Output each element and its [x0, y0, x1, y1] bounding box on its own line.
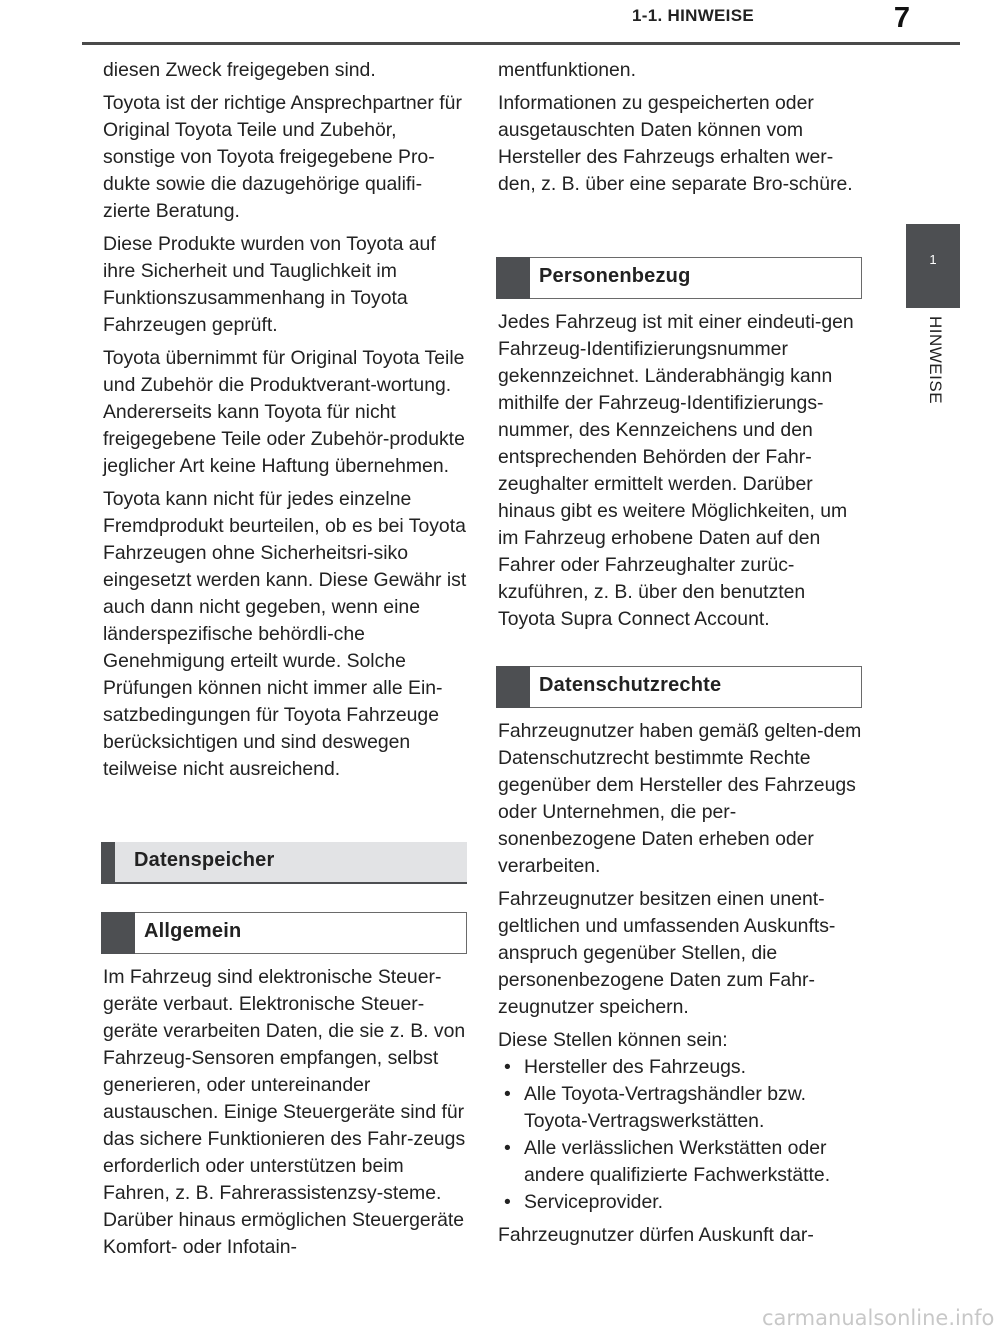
paragraph: Informationen zu gespeicherten oder ausgetauschten Daten können vom Hersteller des Fahrzeugs erhalten wer-den, z. B. über eine separate Bro-schüre. — [498, 92, 853, 195]
right-column-personenbezug — [498, 309, 862, 639]
paragraph: Toyota kann nicht für jedes einzelne Fremdprodukt beurteilen, ob es bei Toyota Fahrzeugen ohne Sicherheitsri-siko eingesetzt werden kann. Diese Gewähr ist auch dann nicht gegeben, wenn eine länderspezifische behördli-che Genehmigung erteilt wurde. Solche Prüfungen können nicht immer alle Ein-satzbedingungen für Toyota Fahrzeuge berücksichtigen und sind deswegen teilweise nicht ausreichend. — [103, 488, 467, 780]
subheading-datenschutzrechte — [496, 666, 862, 708]
section-heading-datenspeicher — [101, 842, 467, 884]
list-item: • Serviceprovider. — [498, 1189, 862, 1216]
chapter-tab-label: HINWEISE — [926, 315, 945, 405]
list-item: • Hersteller des Fahrzeugs. — [498, 1054, 862, 1081]
list-item: • Alle verlässlichen Werkstätten oder andere qualifizierte Fachwerkstätte. — [498, 1135, 862, 1189]
watermark: carmanualsonline.info — [762, 1306, 994, 1330]
paragraph: Jedes Fahrzeug ist mit einer eindeuti-gen Fahrzeug-Identifizierungsnummer gekennzeichnet. Länderabhängig kann mithilfe der Fahrzeug-Identifizierungs-nummer, des Kennzeichens und den entsprechenden Behörden der Fahr-zeughalter ermittelt werden. Darüber hinaus gibt es weitere Möglichkeiten, um im Fahrzeug erhobene Daten auf den Fahrer oder Fahrzeughalter zurüc-kzuführen, z. B. über den benutzten Toyota Supra Connect Account. — [498, 311, 854, 630]
subheading-allgemein — [101, 912, 467, 954]
right-column-top — [498, 57, 862, 204]
subheading-marker — [496, 257, 530, 299]
paragraph: mentfunktionen. — [498, 59, 636, 81]
paragraph: Toyota ist der richtige Ansprechpartner für Original Toyota Teile und Zubehör, sonstige von Toyota freigegebene Pro-dukte sowie die dazugehörige qualifi-zierte Beratung. — [103, 92, 462, 222]
section-heading-marker — [101, 842, 115, 882]
subheading-marker — [101, 912, 135, 954]
header-divider — [82, 42, 960, 45]
paragraph: diesen Zweck freigegeben sind. — [103, 59, 376, 81]
paragraph: Diese Stellen können sein: — [498, 1029, 728, 1051]
subheading-marker — [496, 666, 530, 708]
page-number: 7 — [893, 2, 911, 34]
paragraph: Toyota übernimmt für Original Toyota Teile und Zubehör die Produktverant-wortung. Andererseits kann Toyota für nicht freigegebene Teile oder Zubehör-produkte jeglicher Art keine Haftung übernehmen. — [103, 347, 465, 477]
section-title: 1-1. HINWEISE — [632, 6, 754, 25]
chapter-tab-number: 1 — [929, 252, 937, 267]
paragraph: Diese Produkte wurden von Toyota auf ihre Sicherheit und Tauglichkeit im Funktionszusammenhang in Toyota Fahrzeugen geprüft. — [103, 233, 436, 336]
paragraph: Fahrzeugnutzer haben gemäß gelten-dem Datenschutzrecht bestimmte Rechte gegenüber dem Hersteller des Fahrzeugs oder Unternehmen, die per-sonenbezogene Daten erheben oder verarbeiten. — [498, 720, 862, 877]
section-heading-text: Datenspeicher — [134, 849, 275, 871]
subheading-text: Personenbezug — [539, 265, 691, 287]
left-column-bottom — [103, 964, 467, 1267]
subheading-text: Datenschutzrechte — [539, 674, 722, 696]
subheading-text: Allgemein — [144, 920, 242, 942]
bullet-list — [498, 1054, 862, 1216]
paragraph: Fahrzeugnutzer besitzen einen unent-geltlichen und umfassenden Auskunfts-anspruch gegenüber Stellen, die personenbezogene Daten zum Fahr-zeugnutzer speichern. — [498, 888, 836, 1018]
list-item: • Alle Toyota-Vertragshändler bzw. Toyota-Vertragswerkstätten. — [498, 1081, 862, 1135]
right-column-datenschutzrechte — [498, 718, 862, 1255]
paragraph: Im Fahrzeug sind elektronische Steuer-geräte verbaut. Elektronische Steuer-geräte verarbeiten Daten, die sie z. B. von Fahrzeug-Sensoren empfangen, selbst generieren, oder untereinander austauschen. Einige Steuergeräte sind für das sichere Funktionieren des Fahr-zeugs erforderlich oder unterstützen beim Fahren, z. B. Fahrerassistenzsy-steme. Darüber hinaus ermöglichen Steuergeräte Komfort- oder Infotain- — [103, 966, 466, 1258]
left-column — [103, 57, 467, 789]
subheading-personenbezug — [496, 257, 862, 299]
paragraph: Fahrzeugnutzer dürfen Auskunft dar- — [498, 1224, 814, 1246]
